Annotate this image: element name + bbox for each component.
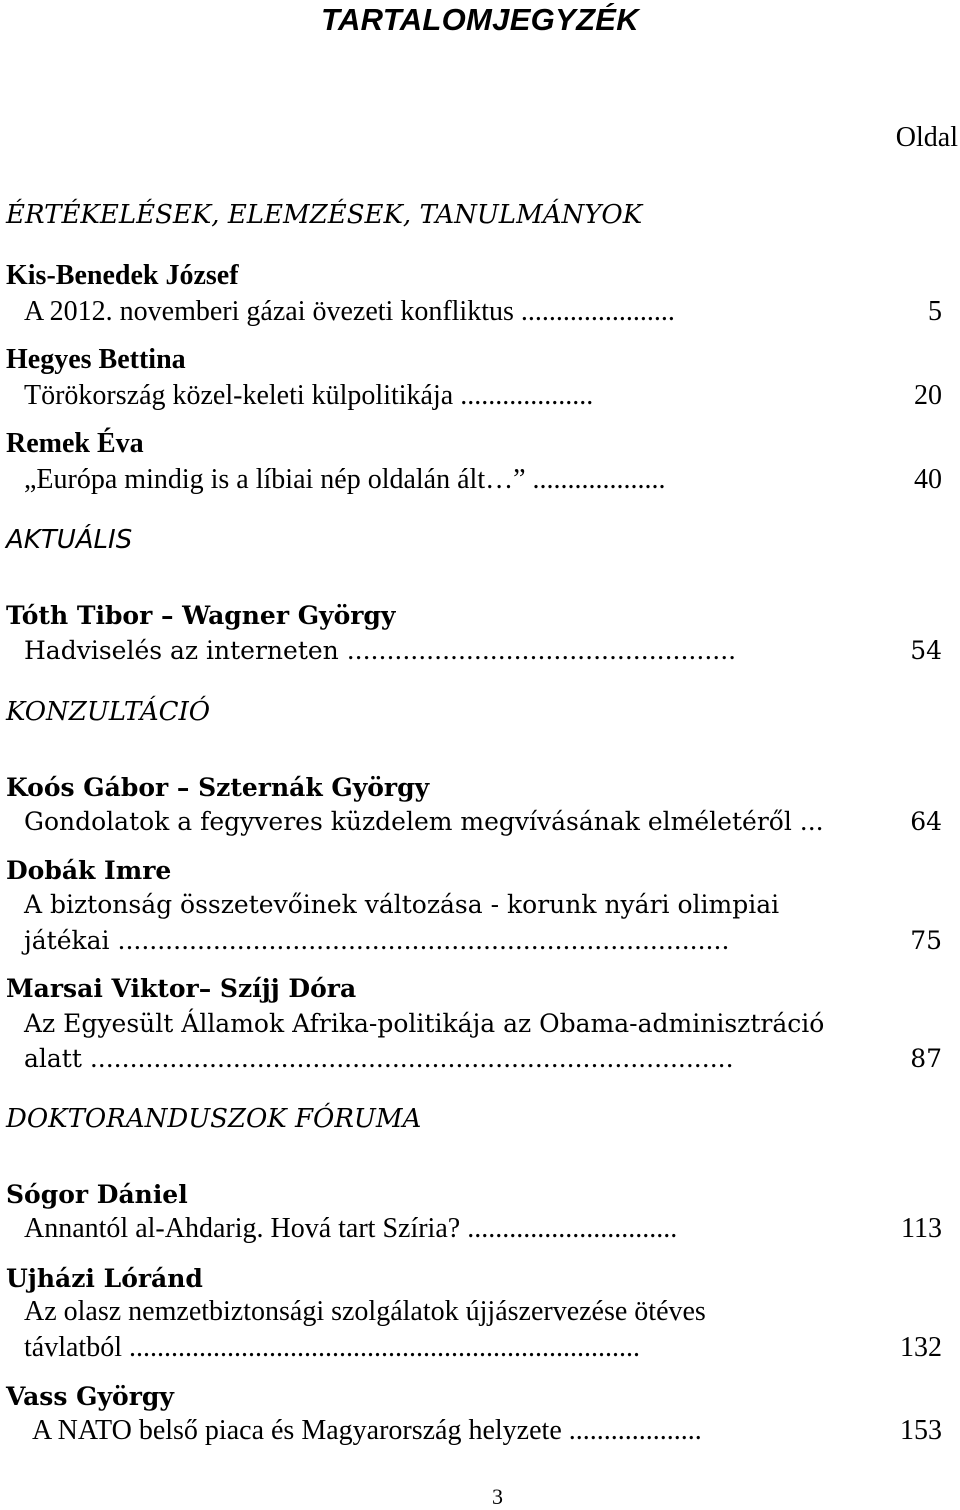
section-heading-evaluations: ÉRTÉKELÉSEK, ELEMZÉSEK, TANULMÁNYOK bbox=[6, 200, 643, 230]
entry-page: 132 bbox=[900, 1332, 942, 1363]
page-column-header: Oldal bbox=[895, 122, 958, 153]
entry-page: 75 bbox=[910, 926, 942, 955]
entry-page: 87 bbox=[910, 1044, 942, 1073]
page-title: TARTALOMJEGYZÉK bbox=[321, 2, 639, 37]
entry-author: Vass György bbox=[6, 1382, 174, 1411]
entry-author: Hegyes Bettina bbox=[6, 344, 186, 375]
entry-page: 153 bbox=[900, 1415, 942, 1446]
entry-author: Kis-Benedek József bbox=[6, 260, 239, 291]
entry-title: Gondolatok a fegyveres küzdelem megvívásának elméletéről ... bbox=[24, 807, 824, 836]
entry-author: Sógor Dániel bbox=[6, 1180, 188, 1209]
entry-author: Tóth Tibor – Wagner György bbox=[6, 601, 396, 630]
entry-title: Annantól al-Ahdarig. Hová tart Szíria? .............................. bbox=[24, 1213, 678, 1244]
entry-page: 20 bbox=[914, 380, 942, 411]
section-heading-doctoral-forum: DOKTORANDUSZOK FÓRUMA bbox=[6, 1104, 422, 1134]
page-number: 3 bbox=[492, 1484, 503, 1509]
entry-page: 54 bbox=[910, 636, 942, 665]
entry-author: Dobák Imre bbox=[6, 856, 172, 885]
entry-title: A 2012. novemberi gázai övezeti konfliktus ...................... bbox=[24, 296, 675, 327]
entry-title: Hadviselés az interneten ................................................. bbox=[24, 636, 737, 665]
entry-title-line1: Az olasz nemzetbiztonsági szolgálatok újjászervezése ötéves bbox=[24, 1296, 706, 1327]
entry-title: Törökország közel-keleti külpolitikája ................... bbox=[24, 380, 594, 411]
entry-title: A NATO belső piaca és Magyarország helyzete ................... bbox=[32, 1415, 702, 1446]
entry-author: Remek Éva bbox=[6, 428, 144, 459]
entry-author: Koós Gábor – Szternák György bbox=[6, 773, 430, 802]
entry-author: Marsai Viktor– Szíjj Dóra bbox=[6, 974, 357, 1003]
entry-title-line2: alatt ................................................................................. bbox=[24, 1044, 734, 1073]
entry-title-line1: Az Egyesült Államok Afrika-politikája az Obama-adminisztráció bbox=[24, 1009, 825, 1038]
entry-page: 64 bbox=[910, 807, 942, 836]
entry-page: 113 bbox=[901, 1213, 942, 1244]
entry-page: 40 bbox=[914, 464, 942, 495]
entry-title-line2: távlatból ......................................................................... bbox=[24, 1332, 640, 1363]
entry-title-line1: A biztonság összetevőinek változása - korunk nyári olimpiai bbox=[24, 890, 780, 919]
section-heading-consultation: KONZULTÁCIÓ bbox=[6, 697, 211, 727]
entry-author: Ujházi Lóránd bbox=[6, 1264, 203, 1293]
section-heading-current: AKTUÁLIS bbox=[6, 525, 133, 555]
entry-title-line2: játékai ............................................................................. bbox=[24, 926, 730, 955]
entry-title: „Európa mindig is a líbiai nép oldalán ált…” ................... bbox=[24, 464, 666, 495]
entry-page: 5 bbox=[928, 296, 942, 327]
